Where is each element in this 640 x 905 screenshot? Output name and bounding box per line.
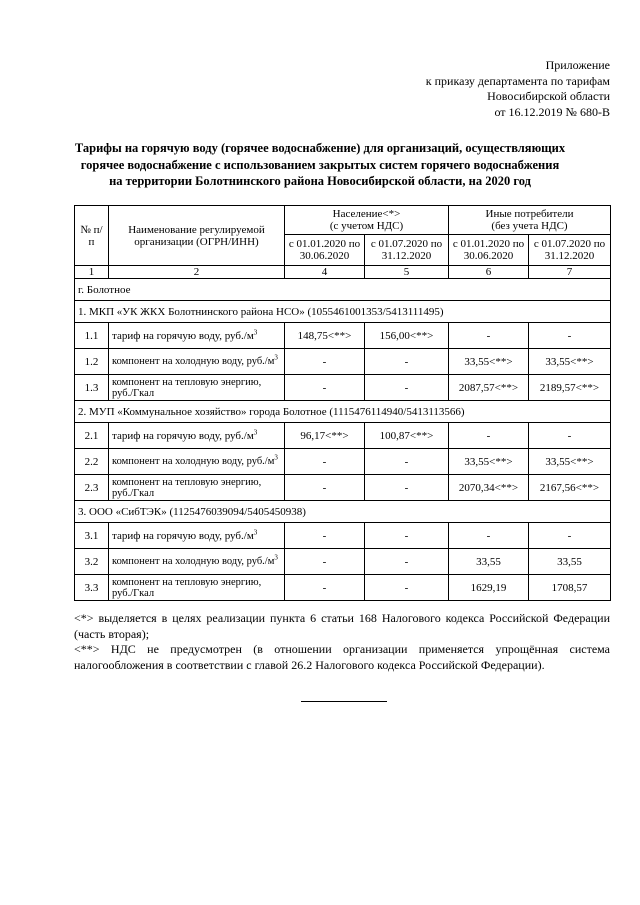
col-number: 4: [285, 266, 365, 279]
header-others-sub: (без учета НДС): [491, 220, 568, 232]
row-name: тариф на горячую воду, $руб./м^3$: [109, 323, 285, 349]
row-number: 1.1: [75, 323, 109, 349]
tariff-table: [74, 205, 611, 601]
cell-value: 33,55<**>: [529, 349, 611, 375]
appendix-header: [426, 58, 610, 120]
appendix-line: Новосибирской области: [487, 89, 610, 103]
footnotes: [74, 611, 610, 673]
col-number: 1: [75, 266, 109, 279]
cell-value: 1708,57: [529, 575, 611, 601]
col-number: 5: [365, 266, 449, 279]
col-number: 2: [109, 266, 285, 279]
table-row: [75, 449, 611, 475]
row-number: 3.3: [75, 575, 109, 601]
row-name: тариф на горячую воду, $руб./м^3$: [109, 423, 285, 449]
cell-value: 2189,57<**>: [529, 375, 611, 401]
cell-value: -: [285, 475, 365, 501]
cell-value: -: [529, 323, 611, 349]
cell-value: 33,55: [529, 549, 611, 575]
col-number: 7: [529, 266, 611, 279]
header-others: [449, 206, 611, 235]
row-number: 1.3: [75, 375, 109, 401]
title-line: горячее водоснабжение с использованием закрытых систем горячего водоснабжения: [80, 157, 560, 172]
cell-value: -: [449, 523, 529, 549]
cell-value: -: [365, 349, 449, 375]
cell-value: -: [285, 449, 365, 475]
row-name: тариф на горячую воду, $руб./м^3$: [109, 523, 285, 549]
city-row: г. Болотное: [75, 279, 611, 301]
table-row: [75, 423, 611, 449]
row-name: компонент на тепловую энергию, руб./Гкал: [109, 475, 285, 501]
cell-value: 33,55: [449, 549, 529, 575]
table-row: [75, 549, 611, 575]
cell-value: -: [285, 575, 365, 601]
footnote: <**> НДС не предусмотрен (в отношении организации применяется упрощённая система налогообложения в соответствии с главой 26.2 Налогового кодекса Российской Федерации).: [74, 642, 610, 672]
cell-value: 96,17<**>: [285, 423, 365, 449]
cell-value: 2070,34<**>: [449, 475, 529, 501]
row-name: компонент на холодную воду, $руб./м^3$: [109, 449, 285, 475]
cell-value: 156,00<**>: [365, 323, 449, 349]
header-population: [285, 206, 449, 235]
title-line: Тарифы на горячую воду (горячее водоснабжение) для организаций, осуществляющих: [74, 141, 566, 155]
table-row: [75, 375, 611, 401]
cell-value: -: [285, 523, 365, 549]
row-number: 2.1: [75, 423, 109, 449]
cell-value: 148,75<**>: [285, 323, 365, 349]
header-others-label: Иные потребители: [485, 208, 574, 220]
closing-line: [301, 701, 387, 702]
cell-value: 2087,57<**>: [449, 375, 529, 401]
appendix-line: от 16.12.2019 № 680-В: [494, 104, 610, 119]
header-period: с 01.07.2020 по 31.12.2020: [529, 235, 611, 266]
table-row: [75, 523, 611, 549]
row-number: 3.1: [75, 523, 109, 549]
row-number: 2.2: [75, 449, 109, 475]
cell-value: 100,87<**>: [365, 423, 449, 449]
cell-value: -: [529, 423, 611, 449]
footnote: <*> выделяется в целях реализации пункта 6 статьи 168 Налогового кодекса Российской Федерации (часть вторая);: [74, 611, 610, 641]
row-name: компонент на холодную воду, $руб./м^3$: [109, 349, 285, 375]
header-num: № п/п: [75, 206, 109, 266]
cell-value: -: [529, 523, 611, 549]
row-name: компонент на тепловую энергию, руб./Гкал: [109, 375, 285, 401]
cell-value: -: [365, 523, 449, 549]
cell-value: -: [365, 575, 449, 601]
col-number: 6: [449, 266, 529, 279]
header-population-label: Население<*>: [332, 208, 401, 220]
header-period: с 01.01.2020 по 30.06.2020: [285, 235, 365, 266]
cell-value: 33,55<**>: [449, 449, 529, 475]
cell-value: 33,55<**>: [449, 349, 529, 375]
header-period: с 01.01.2020 по 30.06.2020: [449, 235, 529, 266]
org-title: 1. МКП «УК ЖКХ Болотнинского района НСО» (1055461001353/5413111495): [75, 301, 611, 323]
appendix-line: к приказу департамента по тарифам: [425, 73, 610, 88]
cell-value: 1629,19: [449, 575, 529, 601]
header-org-name: Наименование регулируемой организации (ОГРН/ИНН): [109, 206, 285, 266]
table-row: [75, 475, 611, 501]
row-name: компонент на тепловую энергию, руб./Гкал: [109, 575, 285, 601]
header-population-sub: (с учетом НДС): [329, 220, 404, 232]
cell-value: -: [449, 323, 529, 349]
cell-value: -: [365, 475, 449, 501]
row-number: 2.3: [75, 475, 109, 501]
cell-value: 33,55<**>: [529, 449, 611, 475]
cell-value: -: [285, 349, 365, 375]
org-title: 3. ООО «СибТЭК» (1125476039094/5405450938): [75, 501, 611, 523]
org-title: 2. МУП «Коммунальное хозяйство» города Болотное (1115476114940/5413113566): [75, 401, 611, 423]
table-row: [75, 349, 611, 375]
appendix-line: Приложение: [545, 58, 610, 72]
cell-value: -: [285, 549, 365, 575]
row-name: компонент на холодную воду, $руб./м^3$: [109, 549, 285, 575]
row-number: 3.2: [75, 549, 109, 575]
cell-value: -: [365, 449, 449, 475]
row-number: 1.2: [75, 349, 109, 375]
title-line: на территории Болотнинского района Новосибирской области, на 2020 год: [109, 174, 531, 188]
table-row: [75, 575, 611, 601]
header-period: с 01.07.2020 по 31.12.2020: [365, 235, 449, 266]
document-title: [40, 140, 600, 190]
cell-value: 2167,56<**>: [529, 475, 611, 501]
cell-value: -: [365, 549, 449, 575]
cell-value: -: [285, 375, 365, 401]
cell-value: -: [365, 375, 449, 401]
cell-value: -: [449, 423, 529, 449]
table-row: [75, 323, 611, 349]
